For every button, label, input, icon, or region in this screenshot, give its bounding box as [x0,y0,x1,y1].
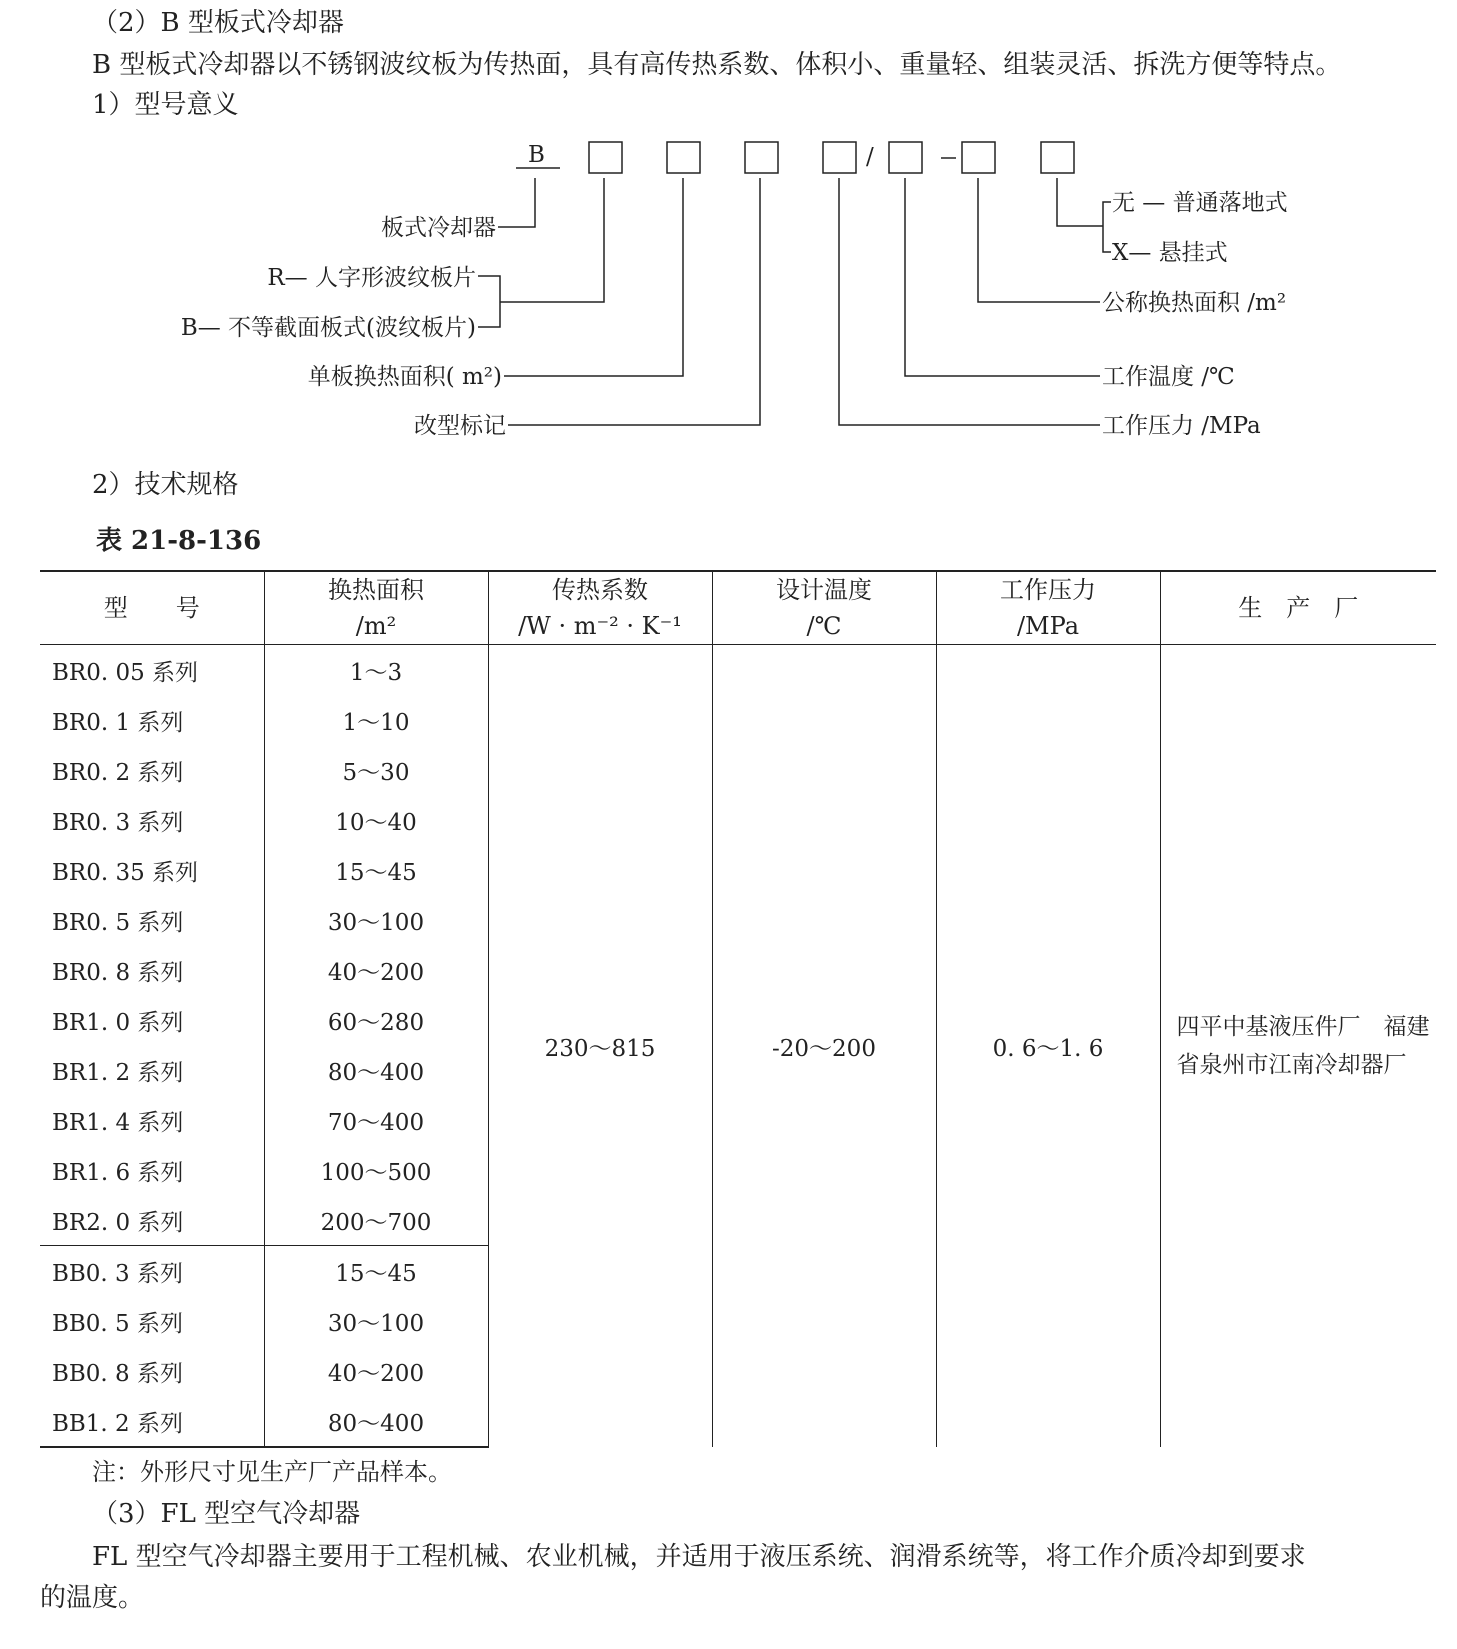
cell-manufacturer: 四平中基液压件厂 福建省泉州市江南冷却器厂 [1160,645,1436,1448]
header-working-pressure: 工作压力 /MPa [936,571,1160,645]
cell-area: 15～45 [264,845,488,895]
section-heading-fl-type: （3）FL 型空气冷却器 [92,1499,361,1529]
cell-area: 100～500 [264,1145,488,1195]
cell-model: BR0. 35 系列 [40,845,264,895]
cell-working-pressure: 0. 6～1. 6 [936,645,1160,1448]
prefix-b-label: B [528,142,545,168]
code-box-1 [589,142,622,173]
cell-area: 200～700 [264,1195,488,1246]
fl-paragraph-line1: FL 型空气冷却器主要用于工程机械、农业机械，并适用于液压系统、润滑系统等，将工作介质冷却到要求 [92,1542,1306,1572]
cell-model: BB0. 8 系列 [40,1346,264,1396]
subheading-technical-specs: 2）技术规格 [92,470,239,500]
fl-paragraph-line2: 的温度。 [40,1583,145,1613]
table-caption: 表 21-8-136 [96,526,262,556]
cell-area: 10～40 [264,795,488,845]
label-working-pressure: 工作压力 /MPa [1102,413,1261,439]
header-area: 换热面积 /m² [264,571,488,645]
cell-model: BR1. 4 系列 [40,1095,264,1145]
cell-model: BR0. 05 系列 [40,645,264,696]
cell-model: BR0. 2 系列 [40,745,264,795]
code-box-7 [1041,142,1074,173]
header-heat-coefficient: 传热系数 /W · m⁻² · K⁻¹ [488,571,712,645]
spec-table [40,570,1436,1448]
header-design-temperature: 设计温度 /℃ [712,571,936,645]
cell-area: 60～280 [264,995,488,1045]
cell-area: 1～3 [264,645,488,696]
slash-symbol: / [866,144,874,170]
header-model: 型 号 [40,571,264,645]
cell-area: 40～200 [264,945,488,995]
label-b-unequal-section-plate: B— 不等截面板式(波纹板片) [180,315,476,341]
code-box-4 [823,142,856,173]
subheading-model-meaning: 1）型号意义 [92,90,239,120]
cell-model: BR1. 0 系列 [40,995,264,1045]
cell-model: BR0. 1 系列 [40,695,264,745]
cell-model: BR1. 6 系列 [40,1145,264,1195]
section-intro-paragraph: B 型板式冷却器以不锈钢波纹板为传热面，具有高传热系数、体积小、重量轻、组装灵活、拆洗方便等特点。 [92,50,1342,80]
cell-model: BB0. 3 系列 [40,1246,264,1297]
cell-area: 40～200 [264,1346,488,1396]
cell-model: BR0. 3 系列 [40,795,264,845]
label-working-temperature: 工作温度 /℃ [1102,364,1235,390]
code-box-5 [889,142,922,173]
label-floor-standing: 无 — 普通落地式 [1112,190,1288,216]
cell-area: 80～400 [264,1396,488,1447]
cell-heat-coefficient: 230～815 [488,645,712,1448]
label-modification-mark: 改型标记 [414,413,506,439]
table-note: 注：外形尺寸见生产厂产品样本。 [92,1458,452,1486]
cell-design-temperature: -20～200 [712,645,936,1448]
label-plate-cooler: 板式冷却器 [381,215,496,241]
cell-model: BR1. 2 系列 [40,1045,264,1095]
label-single-plate-area: 单板换热面积( m²) [307,364,502,390]
cell-area: 80～400 [264,1045,488,1095]
cell-model: BR2. 0 系列 [40,1195,264,1246]
cell-model: BB1. 2 系列 [40,1396,264,1447]
cell-area: 30～100 [264,895,488,945]
table-row [40,645,1436,696]
cell-area: 15～45 [264,1246,488,1297]
cell-area: 30～100 [264,1296,488,1346]
cell-area: 70～400 [264,1095,488,1145]
cell-model: BR0. 8 系列 [40,945,264,995]
label-r-herringbone-plate: R— 人字形波纹板片 [267,265,476,291]
cell-model: BR0. 5 系列 [40,895,264,945]
code-box-2 [667,142,700,173]
code-box-3 [745,142,778,173]
cell-model: BB0. 5 系列 [40,1296,264,1346]
label-nominal-area: 公称换热面积 /m² [1102,290,1287,316]
cell-area: 5～30 [264,745,488,795]
code-box-6 [962,142,995,173]
cell-area: 1～10 [264,695,488,745]
model-designation-diagram [0,0,1457,460]
header-manufacturer: 生 产 厂 [1160,571,1436,645]
label-suspended: X— 悬挂式 [1112,240,1228,266]
section-heading-b-type: （2）B 型板式冷却器 [92,8,344,38]
